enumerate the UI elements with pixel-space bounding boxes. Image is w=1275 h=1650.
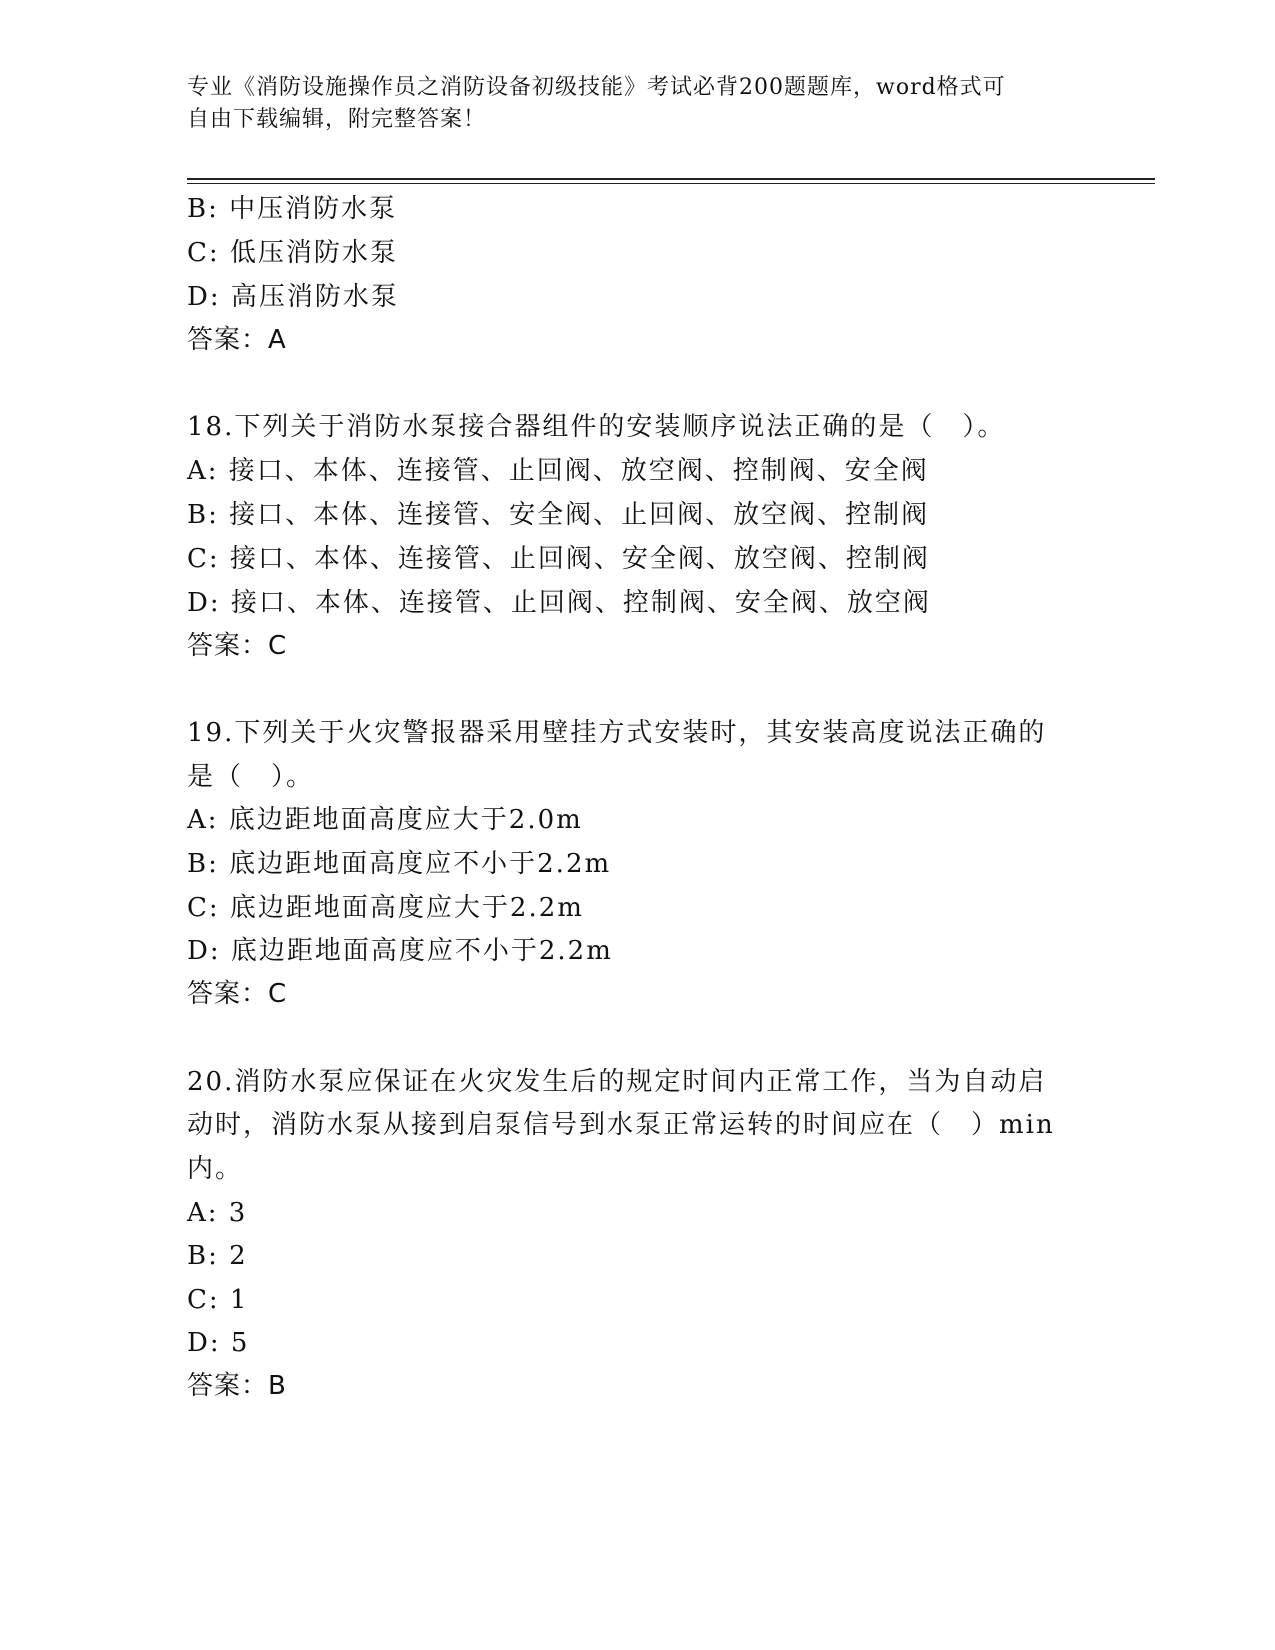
q19-stem-line-1: 19.下列关于火灾警报器采用壁挂方式安装时，其安装高度说法正确的 [187, 718, 1047, 748]
header-divider-thick [187, 178, 1155, 180]
q19-option-b: B: 底边距地面高度应不小于2.2m [187, 849, 612, 879]
q17-option-d: D: 高压消防水泵 [187, 282, 399, 312]
q18-answer: 答案：C [187, 631, 288, 661]
document-header [187, 72, 1067, 136]
q19-answer: 答案：C [187, 979, 288, 1009]
header-line-2: 自由下载编辑，附完整答案！ [187, 107, 487, 132]
q18-option-d: D: 接口、本体、连接管、止回阀、控制阀、安全阀、放空阀 [187, 588, 931, 618]
q20-option-b: B: 2 [187, 1241, 248, 1271]
header-line-1: 专业《消防设施操作员之消防设备初级技能》考试必背200题题库，word格式可 [187, 75, 1006, 100]
q19-stem-line-2: 是（ ）。 [187, 762, 315, 792]
q20-stem-line-1: 20.消防水泵应保证在火灾发生后的规定时间内正常工作，当为自动启 [187, 1067, 1047, 1097]
q17-option-c: C: 低压消防水泵 [187, 238, 398, 268]
q17-answer: 答案：A [187, 325, 287, 355]
q18-option-c: C: 接口、本体、连接管、止回阀、安全阀、放空阀、控制阀 [187, 544, 930, 574]
q17-option-b: B: 中压消防水泵 [187, 194, 398, 224]
q19-option-c: C: 底边距地面高度应大于2.2m [187, 893, 584, 923]
q20-option-a: A: 3 [187, 1198, 248, 1228]
q18-option-b: B: 接口、本体、连接管、安全阀、止回阀、放空阀、控制阀 [187, 500, 930, 530]
q20-stem-line-3: 内。 [187, 1154, 244, 1184]
q19-option-d: D: 底边距地面高度应不小于2.2m [187, 936, 613, 966]
q18-option-a: A: 接口、本体、连接管、止回阀、放空阀、控制阀、安全阀 [187, 456, 929, 486]
header-divider-thin [187, 183, 1155, 184]
q18-stem: 18.下列关于消防水泵接合器组件的安装顺序说法正确的是（ ）。 [187, 412, 1006, 442]
q19-option-a: A: 底边距地面高度应大于2.0m [187, 805, 583, 835]
q20-stem-line-2: 动时，消防水泵从接到启泵信号到水泵正常运转的时间应在（ ）min [187, 1110, 1055, 1140]
q20-answer: 答案：B [187, 1371, 287, 1401]
q20-option-c: C: 1 [187, 1285, 249, 1315]
q20-option-d: D: 5 [187, 1328, 250, 1358]
